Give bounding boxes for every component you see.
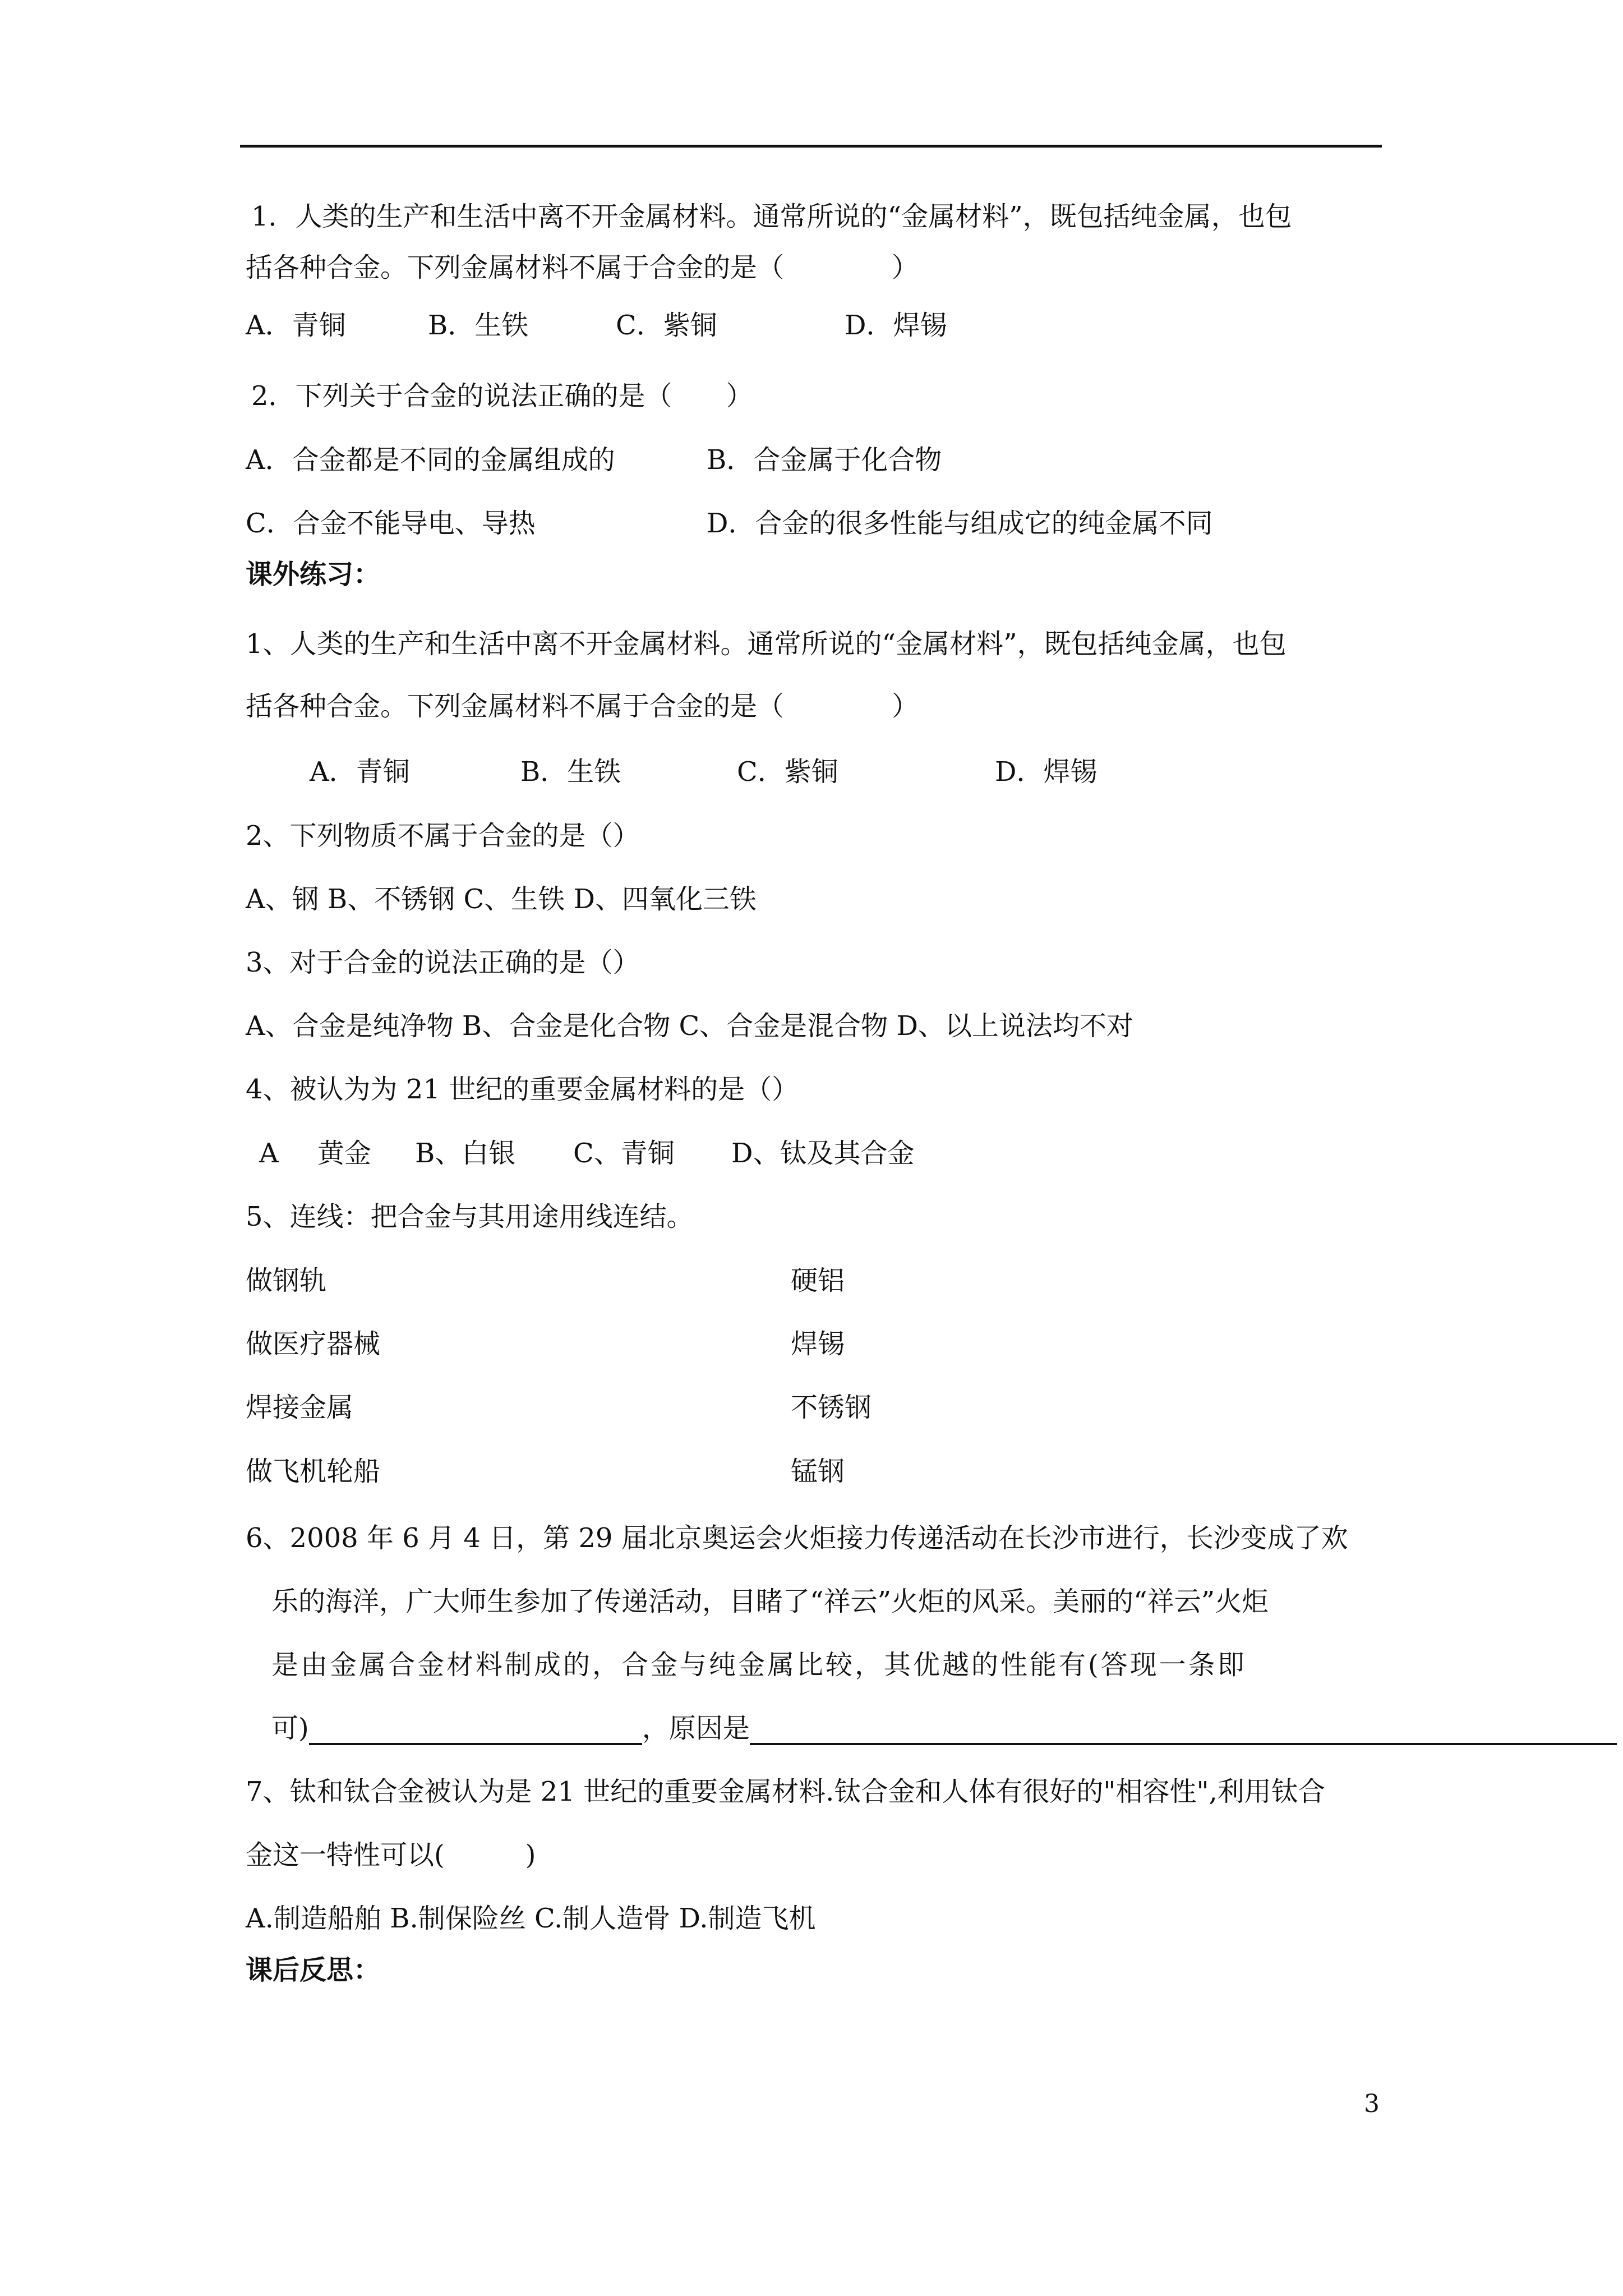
extra-q1-line1: 1、人类的生产和生活中离不开金属材料。通常所说的“金属材料”，既包括纯金属，也包 — [246, 628, 1287, 660]
answer-blank-property[interactable] — [309, 1715, 642, 1745]
header-rule — [240, 145, 1382, 148]
extra-q2-options: A、钢 B、不锈钢 C、生铁 D、四氧化三铁 — [246, 884, 757, 915]
extra-q7-line2: 金这一特性可以( ) — [246, 1839, 536, 1871]
q2-option-c: C．合金不能导电、导热 — [246, 508, 536, 539]
extra-q1-option-a: A．青铜 — [310, 756, 410, 788]
extra-q6-line2: 乐的海洋，广大师生参加了传递活动，目睹了“祥云”火炬的风采。美丽的“祥云”火炬 — [271, 1586, 1269, 1617]
q1-option-c: C．紫铜 — [616, 310, 717, 341]
extra-q3-options: A、合金是纯净物 B、合金是化合物 C、合金是混合物 D、以上说法均不对 — [246, 1010, 1133, 1042]
extra-q1-option-b: B．生铁 — [520, 756, 621, 788]
extra-q1-option-d: D．焊锡 — [995, 756, 1098, 788]
extra-q3-stem: 3、对于合金的说法正确的是（） — [246, 947, 640, 978]
extra-q6-line4-prefix: 可) — [271, 1713, 309, 1744]
match-right-item: 不锈钢 — [791, 1392, 872, 1423]
q2-stem: 2．下列关于合金的说法正确的是（ ） — [251, 380, 753, 412]
q1-option-a: A．青铜 — [246, 310, 346, 341]
extra-q6-line1: 6、2008 年 6 月 4 日，第 29 届北京奥运会火炬接力传递活动在长沙市进行，长沙变成了欢 — [246, 1522, 1348, 1554]
match-right-item: 锰钢 — [791, 1456, 845, 1487]
extra-q6-line3: 是由金属合金材料制成的，合金与纯金属比较，其优越的性能有(答现一条即 — [271, 1649, 1247, 1681]
q2-option-b: B．合金属于化合物 — [707, 444, 942, 476]
extra-q4-option-b: B、白银 — [415, 1138, 516, 1169]
extra-q4-option-d: D、钛及其合金 — [731, 1138, 915, 1169]
match-right-item: 焊锡 — [791, 1328, 845, 1360]
match-left-item: 做医疗器械 — [246, 1328, 381, 1360]
extra-q1-line2: 括各种合金。下列金属材料不属于合金的是（ ） — [246, 691, 919, 722]
extra-q4-option-a-text: 黄金 — [317, 1138, 372, 1169]
q2-option-d: D．合金的很多性能与组成它的纯金属不同 — [707, 508, 1213, 539]
extra-q4-option-a-letter: A — [259, 1138, 279, 1169]
match-left-item: 焊接金属 — [246, 1392, 354, 1423]
q2-option-a: A．合金都是不同的金属组成的 — [246, 444, 615, 476]
extra-q7-line1: 7、钛和钛合金被认为是 21 世纪的重要金属材料.钛合金和人体有很好的"相容性",利用钛合 — [246, 1776, 1325, 1807]
extra-q7-options: A.制造船舶 B.制保险丝 C.制人造骨 D.制造飞机 — [246, 1903, 816, 1934]
answer-blank-reason[interactable] — [750, 1715, 1617, 1745]
extra-practice-heading: 课外练习： — [246, 559, 381, 590]
extra-q6-reason-label: ，原因是 — [642, 1713, 750, 1744]
extra-q5-stem: 5、连线：把合金与其用途用线连结。 — [246, 1201, 694, 1232]
reflection-heading: 课后反思： — [246, 1954, 381, 1986]
match-left-item: 做钢轨 — [246, 1265, 327, 1296]
page-number: 3 — [1364, 2090, 1380, 2118]
match-left-item: 做飞机轮船 — [246, 1456, 381, 1487]
extra-q4-option-c: C、青铜 — [573, 1138, 675, 1169]
match-right-item: 硬铝 — [791, 1265, 845, 1296]
extra-q6-line4 — [271, 1711, 1617, 1745]
extra-q1-option-c: C．紫铜 — [737, 756, 838, 788]
q1-line2: 括各种合金。下列金属材料不属于合金的是（ ） — [246, 252, 919, 283]
extra-q4-stem: 4、被认为为 21 世纪的重要金属材料的是（） — [246, 1074, 799, 1105]
extra-q2-stem: 2、下列物质不属于合金的是（） — [246, 820, 640, 852]
q1-option-d: D．焊锡 — [845, 310, 947, 341]
q1-option-b: B．生铁 — [428, 310, 529, 341]
q1-line1: 1．人类的生产和生活中离不开金属材料。通常所说的“金属材料”，既包括纯金属，也包 — [251, 201, 1292, 232]
